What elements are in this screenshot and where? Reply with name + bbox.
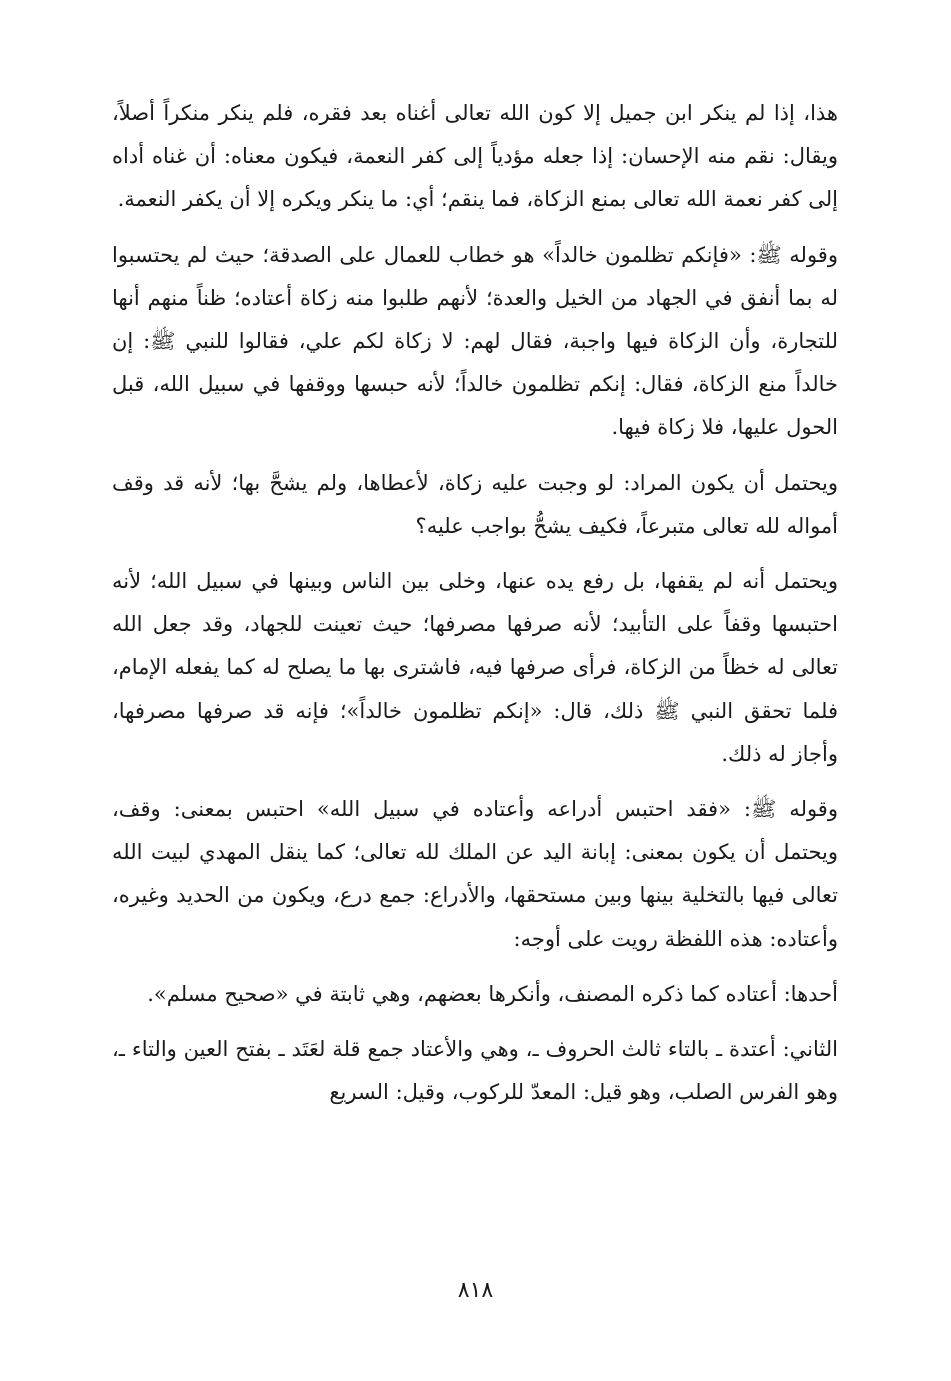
paragraph-5: وقوله ﷺ: «فقد احتبس أدراعه وأعتاده في سبيل الله» احتبس بمعنى: وقف، ويحتمل أن يكون بمعنى: إبانة اليد عن الملك لله تعالى؛ كما ينقل المهدي لبيت الله تعالى فيها بالتخلية بينها وبين مستحقها، والأدراع: جمع درع، ويكون من الحديد وغيره، وأعتاده: هذه اللفظة رويت على أوجه: [112,797,838,951]
page-body [112,92,838,1126]
paragraph-1: هذا، إذا لم ينكر ابن جميل إلا كون الله تعالى أغناه بعد فقره، فلم ينكر منكراً أصلاً، ويقال: نقم منه الإحسان: إذا جعله مؤدياً إلى كفر النعمة، فيكون معناه: أن غناه أداه إلى كفر نعمة الله تعالى بمنع الزكاة، فما ينقم؛ أي: ما ينكر ويكره إلا أن يكفر النعمة. [112,101,838,212]
paragraph-2: وقوله ﷺ: «فإنكم تظلمون خالداً» هو خطاب للعمال على الصدقة؛ حيث لم يحتسبوا له بما أنفق في الجهاد من الخيل والعدة؛ لأنهم طلبوا منه زكاة أعتاده؛ ظناً منهم أنها للتجارة، وأن الزكاة فيها واجبة، فقال لهم: لا زكاة لكم علي، فقالوا للنبي ﷺ: إن خالداً منع الزكاة، فقال: إنكم تظلمون خالداً؛ لأنه حبسها ووقفها في سبيل الله، قبل الحول عليها، فلا زكاة فيها. [112,242,838,440]
page-number: ٨١٨ [457,1278,494,1303]
paragraph-4: ويحتمل أنه لم يقفها، بل رفع يده عنها، وخلى بين الناس وبينها في سبيل الله؛ لأنه احتبسها وقفاً على التأبيد؛ لأنه صرفها مصرفها؛ حيث تعينت للجهاد، وقد جعل الله تعالى له خظاً من الزكاة، فرأى صرفها فيه، فاشترى بها ما يصلح له كما يفعله الإمام، فلما تحقق النبي ﷺ ذلك، قال: «إنكم تظلمون خالداً»؛ فإنه قد صرفها مصرفها، وأجاز له ذلك. [112,569,838,766]
paragraph-6: أحدها: أعتاده كما ذكره المصنف، وأنكرها بعضهم، وهي ثابتة في «صحيح مسلم». [147,981,838,1006]
paragraph-3: ويحتمل أن يكون المراد: لو وجبت عليه زكاة، لأعطاها، ولم يشحَّ بها؛ لأنه قد وقف أمواله لله تعالى متبرعاً، فكيف يشحُّ بواجب عليه؟ [112,470,838,538]
paragraph-7: الثاني: أعتدة ـ بالتاء ثالث الحروف ـ، وهي والأعتاد جمع قلة لعَتَد ـ بفتح العين والتاء ـ، وهو الفرس الصلب، وهو قيل: المعدّ للركوب، وقيل: السريع [112,1037,838,1105]
